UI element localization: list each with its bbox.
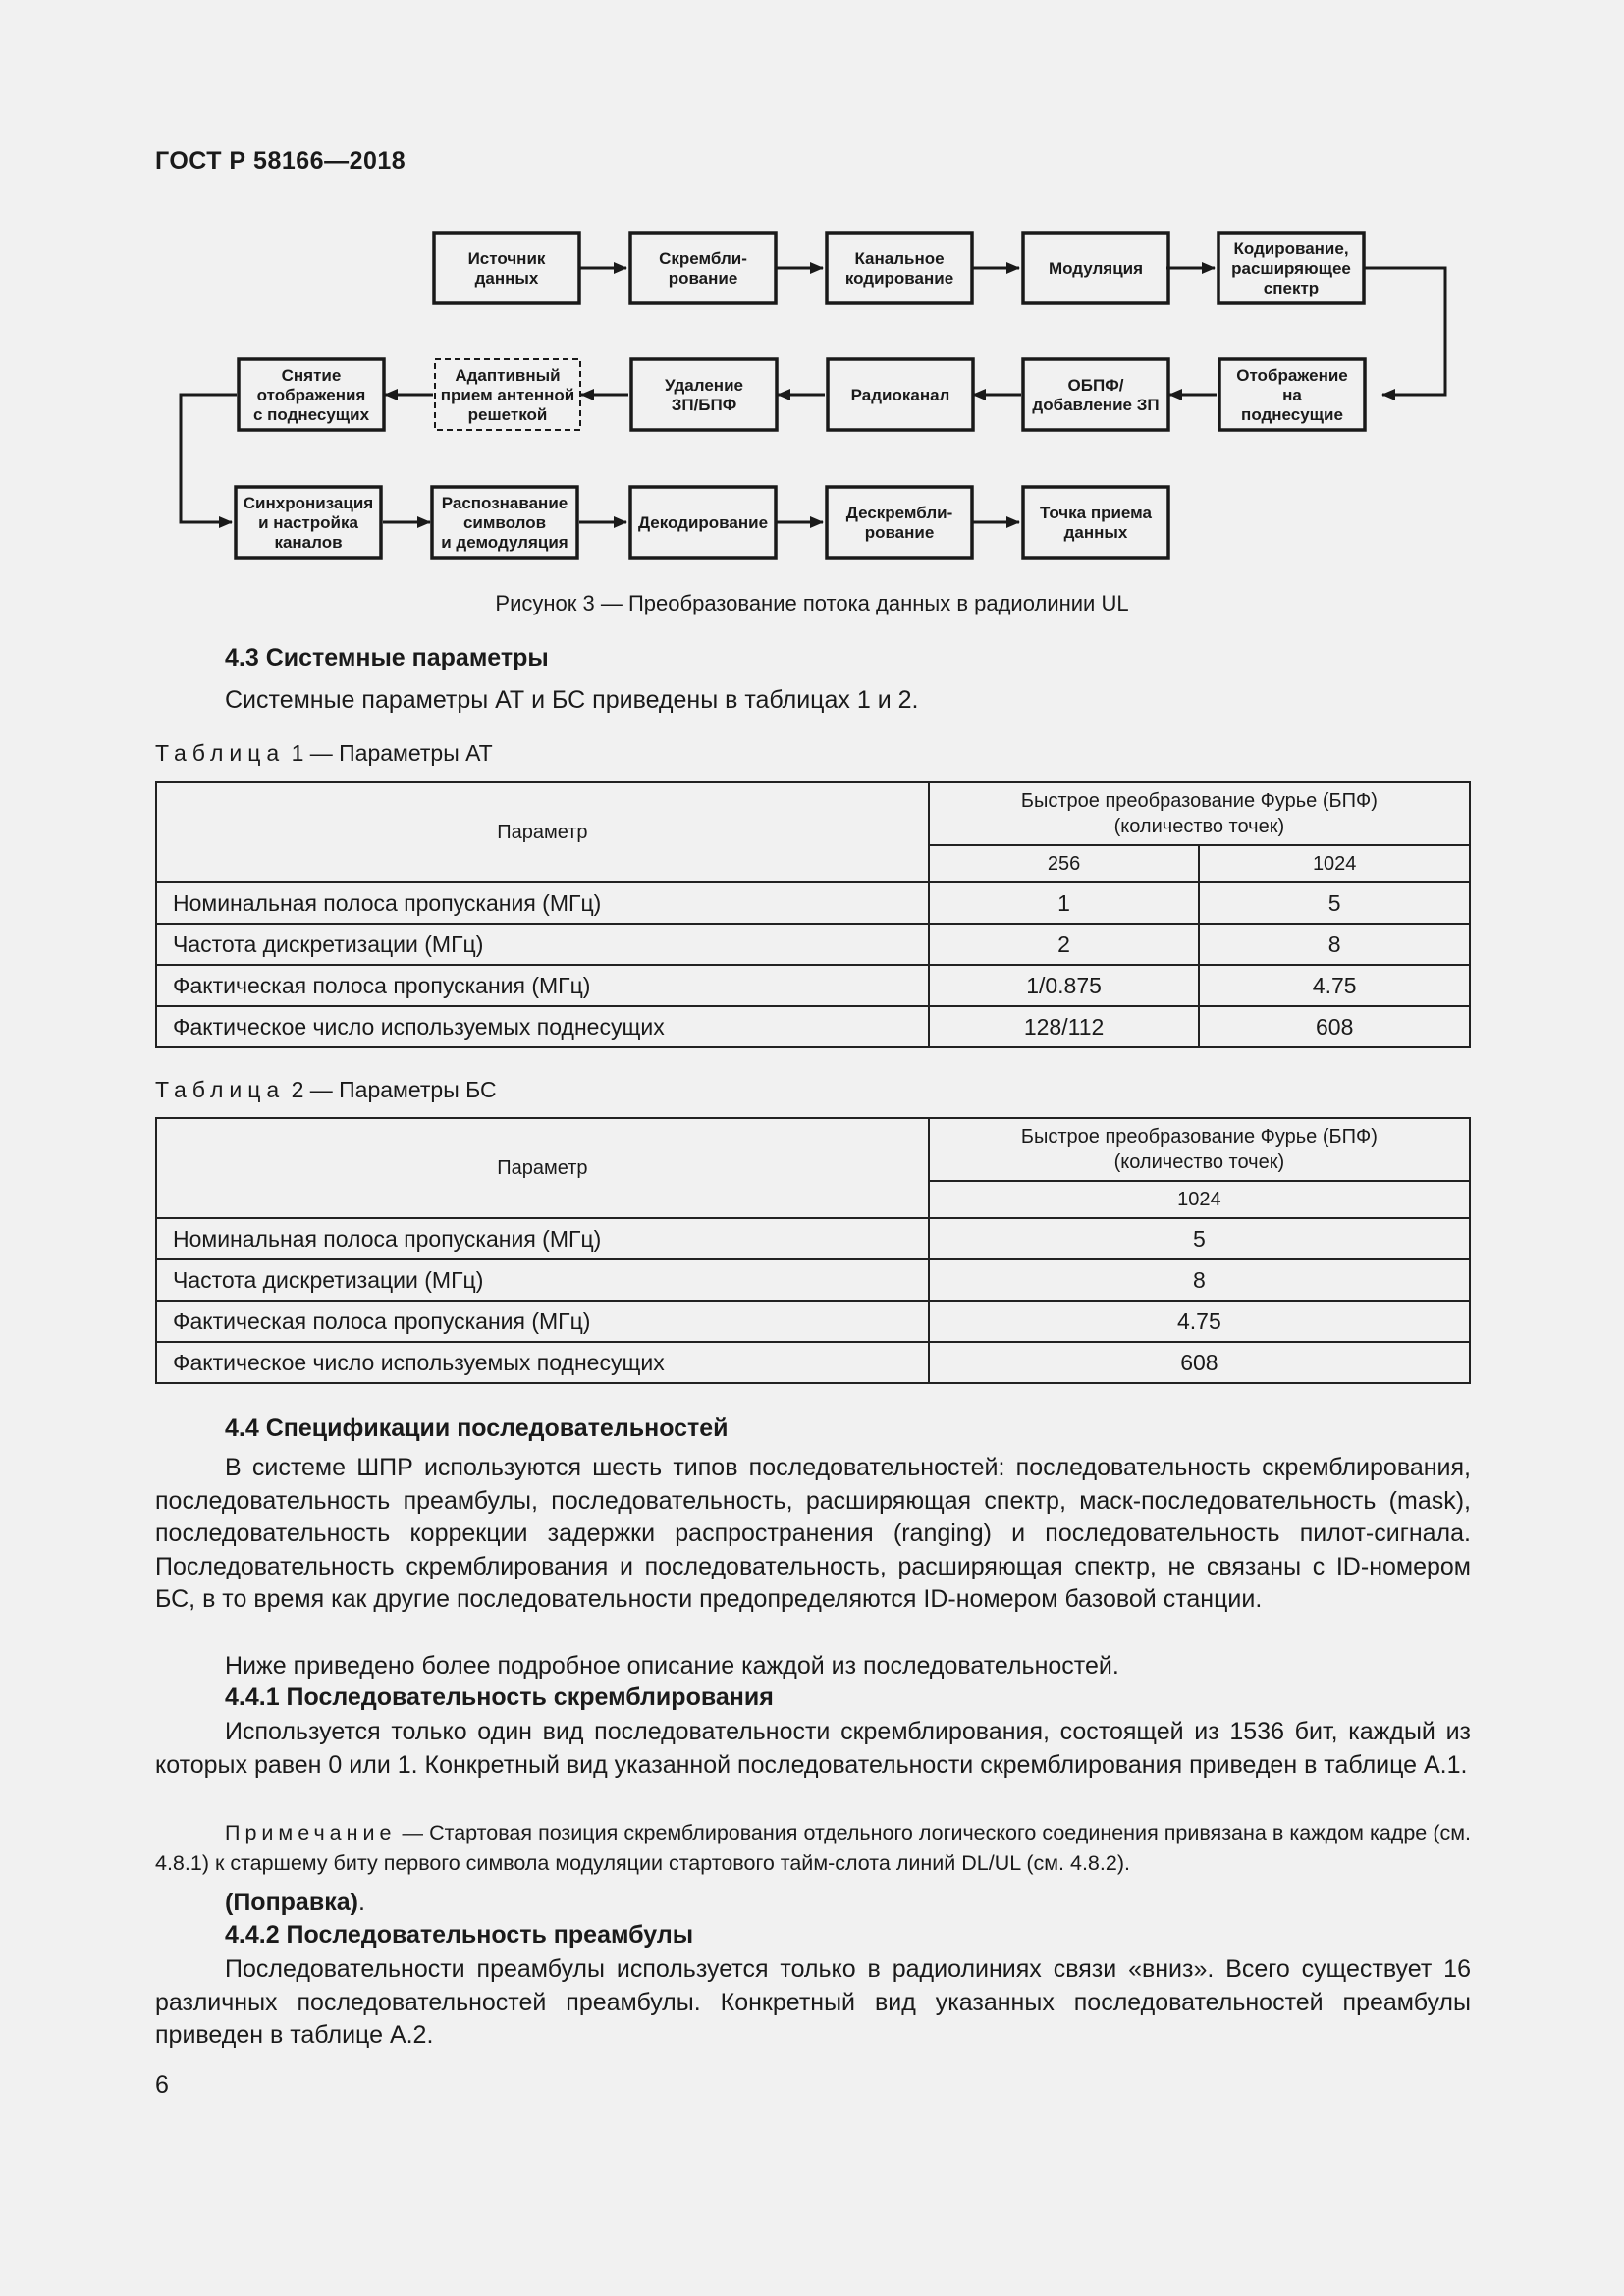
note-prefix: Примечание (225, 1821, 397, 1844)
table-cell-param: Номинальная полоса пропускания (МГц) (156, 1218, 929, 1259)
flow-box-row3-label: Распознавание символов и демодуляция (441, 494, 568, 552)
section-heading-4-4: 4.4 Спецификации последовательностей (225, 1415, 729, 1442)
table1-title-prefix: Таблица (155, 740, 286, 766)
table-cell-param: Номинальная полоса пропускания (МГц) (156, 882, 929, 924)
flow-box-row1-frame (827, 233, 972, 303)
table-cell-value: 608 (929, 1342, 1470, 1383)
section-text-4-4-intro: Ниже приведено более подробное описание каждой из последовательностей. (225, 1652, 1119, 1680)
flow-box-row1-label: Модуляция (1048, 259, 1144, 278)
section-text-4-3: Системные параметры АТ и БС приведены в таблицах 1 и 2. (225, 686, 919, 714)
table-row (156, 924, 1470, 965)
flow-box-row3-label: Дескрембли-рование (845, 504, 953, 542)
section-text-4-4-1: Используется только один вид последовательности скремблирования, состоящей из 1536 бит, каждый из которых равен 0 или 1. Конкретный вид указанной последовательности скремблирования приведен в таблице А.1. (155, 1718, 1471, 1779)
table-row (156, 1218, 1470, 1259)
table-cell-value: 2 (929, 924, 1200, 965)
flow-box-row1-frame (434, 233, 579, 303)
flow-box-row2-label: Снятие отображения с поднесущих (252, 366, 370, 424)
table1-title-rest: 1 — Параметры АТ (285, 740, 493, 766)
table-cell-value: 4.75 (929, 1301, 1470, 1342)
flow-box-row1-frame (630, 233, 776, 303)
table-row (156, 1006, 1470, 1047)
flow-box-row2-frame (1023, 359, 1168, 430)
table-cell-value: 1/0.875 (929, 965, 1200, 1006)
amendment-label: (Поправка) (225, 1889, 358, 1916)
amendment-tail: . (357, 1889, 365, 1916)
table-header-fft-line2: (количество точек) (1113, 1151, 1285, 1173)
section-text-4-4-2: Последовательности преамбулы используется только в радиолиниях связи «вниз». Всего существует 16 различных последовательностей преамбулы. Конкретный вид указанных последовательностей преамбулы приведен в таблице А.2. (155, 1955, 1471, 2049)
table-cell-value: 608 (1199, 1006, 1470, 1047)
flow-box-row1-label: Канальное кодирование (844, 249, 954, 288)
table-cell-value: 4.75 (1199, 965, 1470, 1006)
table-cell-param: Фактическая полоса пропускания (МГц) (156, 1301, 929, 1342)
table-header-1024: 1024 (1199, 845, 1470, 882)
table1-title (155, 740, 493, 767)
flow-box-row1-label: Источник данных (467, 249, 546, 288)
flow-box-row2-label: Удаление ЗП/БПФ (665, 376, 743, 414)
table-header-fft-line2: (количество точек) (1113, 816, 1285, 837)
document-code: ГОСТ Р 58166—2018 (155, 147, 406, 175)
note (155, 1818, 1471, 1879)
flow-box-row2-label: Отображение на поднесущие (1236, 366, 1348, 424)
flow-box-row1-label: Скрембли-рование (659, 249, 747, 288)
table-cell-value: 8 (1199, 924, 1470, 965)
table-header-param: Параметр (156, 1118, 929, 1218)
flow-box-row1-label: Кодирование, расширяющее спектр (1231, 240, 1351, 297)
flow-diagram (0, 0, 1624, 589)
table2-title-prefix: Таблица (155, 1077, 286, 1102)
section-heading-4-3: 4.3 Системные параметры (225, 644, 549, 671)
table-row (156, 1342, 1470, 1383)
table-cell-value: 5 (929, 1218, 1470, 1259)
table-cell-param: Фактическая полоса пропускания (МГц) (156, 965, 929, 1006)
table-header-param: Параметр (156, 782, 929, 882)
table-cell-param: Фактическое число используемых поднесущих (156, 1006, 929, 1047)
flow-connector (181, 395, 237, 522)
table2-title (155, 1077, 497, 1103)
table-cell-value: 1 (929, 882, 1200, 924)
table-header-fft-line1: Быстрое преобразование Фурье (БПФ) (1020, 1126, 1378, 1148)
flow-box-row3-label: Декодирование (637, 513, 769, 532)
flow-box-row2-label: Адаптивный прием антенной решеткой (440, 366, 575, 424)
table-row (156, 1259, 1470, 1301)
table-cell-value: 5 (1199, 882, 1470, 924)
flow-box-row2-frame (631, 359, 777, 430)
section-text-4-4: В системе ШПР используются шесть типов последовательностей: последовательность скремблирования, последовательность преамбулы, последовательность, расширяющая спектр, маск-последовательность (mask), последовательность коррекции задержки распространения (ranging) и последовательность пилот-сигнала. Последовательность скремблирования и последовательность, расширяющая спектр, не связаны с ID-номером БС, в то время как другие последовательности предопределяются ID-номером базовой станции. (155, 1454, 1471, 1613)
table-cell-value: 128/112 (929, 1006, 1200, 1047)
table-header-1024: 1024 (929, 1181, 1470, 1218)
section-heading-4-4-2: 4.4.2 Последовательность преамбулы (225, 1921, 694, 1949)
table-header-fft (929, 1118, 1470, 1181)
flow-connector (1364, 268, 1445, 395)
table-cell-param: Фактическое число используемых поднесущих (156, 1342, 929, 1383)
section-heading-4-4-1: 4.4.1 Последовательность скремблирования (225, 1683, 774, 1711)
table-row (156, 882, 1470, 924)
table-params-bs (155, 1117, 1471, 1384)
table-params-at (155, 781, 1471, 1048)
flow-box-row3-label: Синхронизация и настройка каналов (243, 494, 374, 552)
page-number: 6 (155, 2071, 169, 2099)
table-row (156, 1301, 1470, 1342)
table-cell-param: Частота дискретизации (МГц) (156, 924, 929, 965)
table-row (156, 965, 1470, 1006)
table-header-fft-line1: Быстрое преобразование Фурье (БПФ) (1020, 790, 1378, 812)
table-cell-param: Частота дискретизации (МГц) (156, 1259, 929, 1301)
flow-box-row3-label: Точка приема данных (1040, 504, 1152, 542)
flow-box-row2-label: ОБПФ/ добавление ЗП (1032, 376, 1160, 414)
amendment (225, 1887, 365, 1920)
table-header-fft (929, 782, 1470, 845)
figure-caption: Рисунок 3 — Преобразование потока данных в радиолинии UL (495, 591, 1129, 615)
table-header-256: 256 (929, 845, 1200, 882)
flow-box-row3-frame (827, 487, 972, 558)
flow-box-row2-label: Радиоканал (850, 386, 950, 404)
table2-title-rest: 2 — Параметры БС (285, 1077, 497, 1102)
table-cell-value: 8 (929, 1259, 1470, 1301)
note-text: — Стартовая позиция скремблирования отдельного логического соединения привязана в каждом кадре (см. 4.8.1) к старшему биту первого символа модуляции стартового тайм-слота линий DL/UL (см. 4.8.2). (155, 1821, 1471, 1875)
flow-box-row3-frame (1023, 487, 1168, 558)
